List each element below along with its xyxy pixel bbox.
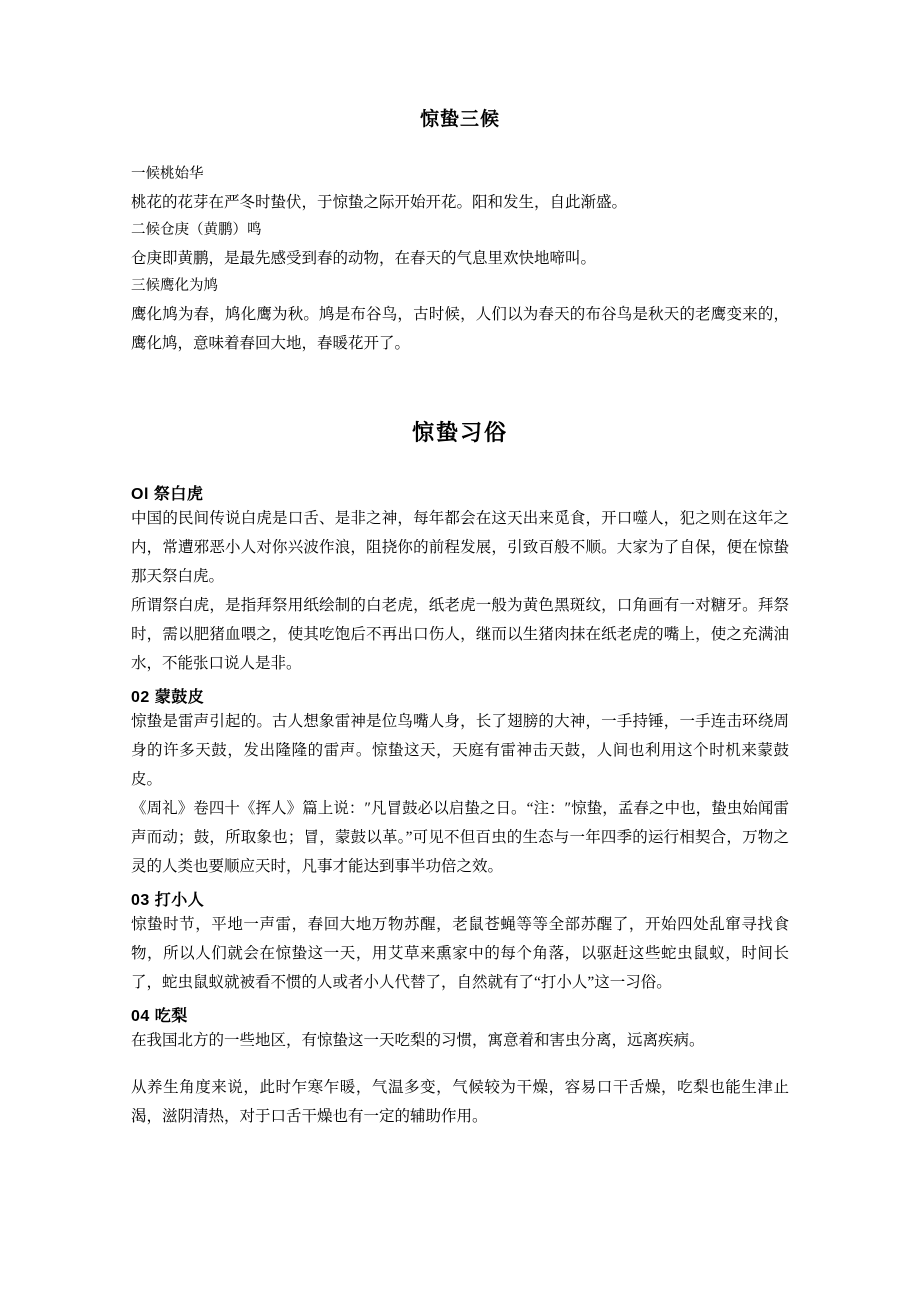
paragraph-spacer <box>131 1055 789 1073</box>
custom-item-1 <box>131 481 789 678</box>
custom-item-3 <box>131 887 789 997</box>
section-spacer <box>131 358 789 416</box>
custom-heading: 02 蒙鼓皮 <box>131 689 205 706</box>
custom-paragraph: 在我国北方的一些地区，有惊蛰这一天吃梨的习惯，寓意着和害虫分离，远离疾病。 <box>131 1032 705 1049</box>
custom-item-2 <box>131 684 789 881</box>
page-title: 惊蛰三候 <box>419 109 500 130</box>
custom-heading: 03 打小人 <box>131 892 205 909</box>
hou-text: 桃花的花芽在严冬时蛰伏，于惊蛰之际开始开花。阳和发生，自此渐盛。 <box>131 194 628 211</box>
custom-paragraph: 所谓祭白虎，是指拜祭用纸绘制的白老虎，纸老虎一般为黄色黑斑纹，口角画有一对糖牙。拜祭时，需以肥猪血喂之，使其吃饱后不再出口伤人，继而以生猪肉抹在纸老虎的嘴上，使之充满油水，不能张口说人是非。 <box>131 597 789 672</box>
hou-label: 三候鹰化为鸠 <box>131 278 218 294</box>
custom-paragraph: 从养生角度来说，此时乍寒乍暖，气温多变，气候较为干燥，容易口干舌燥，吃梨也能生津止渴，滋阴清热，对于口舌干燥也有一定的辅助作用。 <box>131 1079 789 1125</box>
hou-block-2 <box>131 217 789 273</box>
custom-heading: 04 吃梨 <box>131 1008 188 1025</box>
hou-block-1 <box>131 161 789 217</box>
custom-paragraph: 惊蛰时节，平地一声雷，春回大地万物苏醒，老鼠苍蝇等等全部苏醒了，开始四处乱窜寻找食物，所以人们就会在惊蛰这一天，用艾草来熏家中的每个角落，以驱赶这些蛇虫鼠蚁，时间长了，蛇虫鼠蚁就被看不惯的人或者小人代替了，自然就有了“打小人”这一习俗。 <box>131 916 789 991</box>
hou-label: 二候仓庚（黄鹏）鸣 <box>131 222 262 238</box>
section-title-customs: 惊蛰习俗 <box>411 420 508 445</box>
custom-paragraph: 《周礼》卷四十《挥人》篇上说：″凡冒鼓必以启蛰之日。“注：″惊蛰，孟春之中也，蛰虫始闻雷声而动；鼓，所取象也；冒，蒙鼓以革。”可见不但百虫的生态与一年四季的运行相契合，万物之灵的人类也要顺应天时，凡事才能达到事半功倍之效。 <box>131 800 789 875</box>
custom-item-4 <box>131 1003 789 1131</box>
hou-text: 鹰化鸠为春，鸠化鹰为秋。鸠是布谷鸟，古时候，人们以为春天的布谷鸟是秋天的老鹰变来的，鹰化鸠，意味着春回大地，春暖花开了。 <box>131 306 789 352</box>
custom-paragraph: 惊蛰是雷声引起的。古人想象雷神是位鸟嘴人身，长了翅膀的大神，一手持锤，一手连击环绕周身的许多天鼓，发出隆隆的雷声。惊蛰这天，天庭有雷神击天鼓，人间也利用这个时机来蒙鼓皮。 <box>131 713 789 788</box>
hou-label: 一候桃始华 <box>131 166 204 182</box>
hou-block-3 <box>131 273 789 358</box>
custom-heading: Ol 祭白虎 <box>131 486 204 503</box>
hou-text: 仓庚即黄鹏，是最先感受到春的动物，在春天的气息里欢快地啼叫。 <box>131 250 597 267</box>
custom-paragraph: 中国的民间传说白虎是口舌、是非之神，每年都会在这天出来觅食，开口噬人，犯之则在这年之内，常遭邪恶小人对你兴波作浪，阻挠你的前程发展，引致百般不顺。大家为了自保，便在惊蛰那天祭白虎。 <box>131 510 789 585</box>
